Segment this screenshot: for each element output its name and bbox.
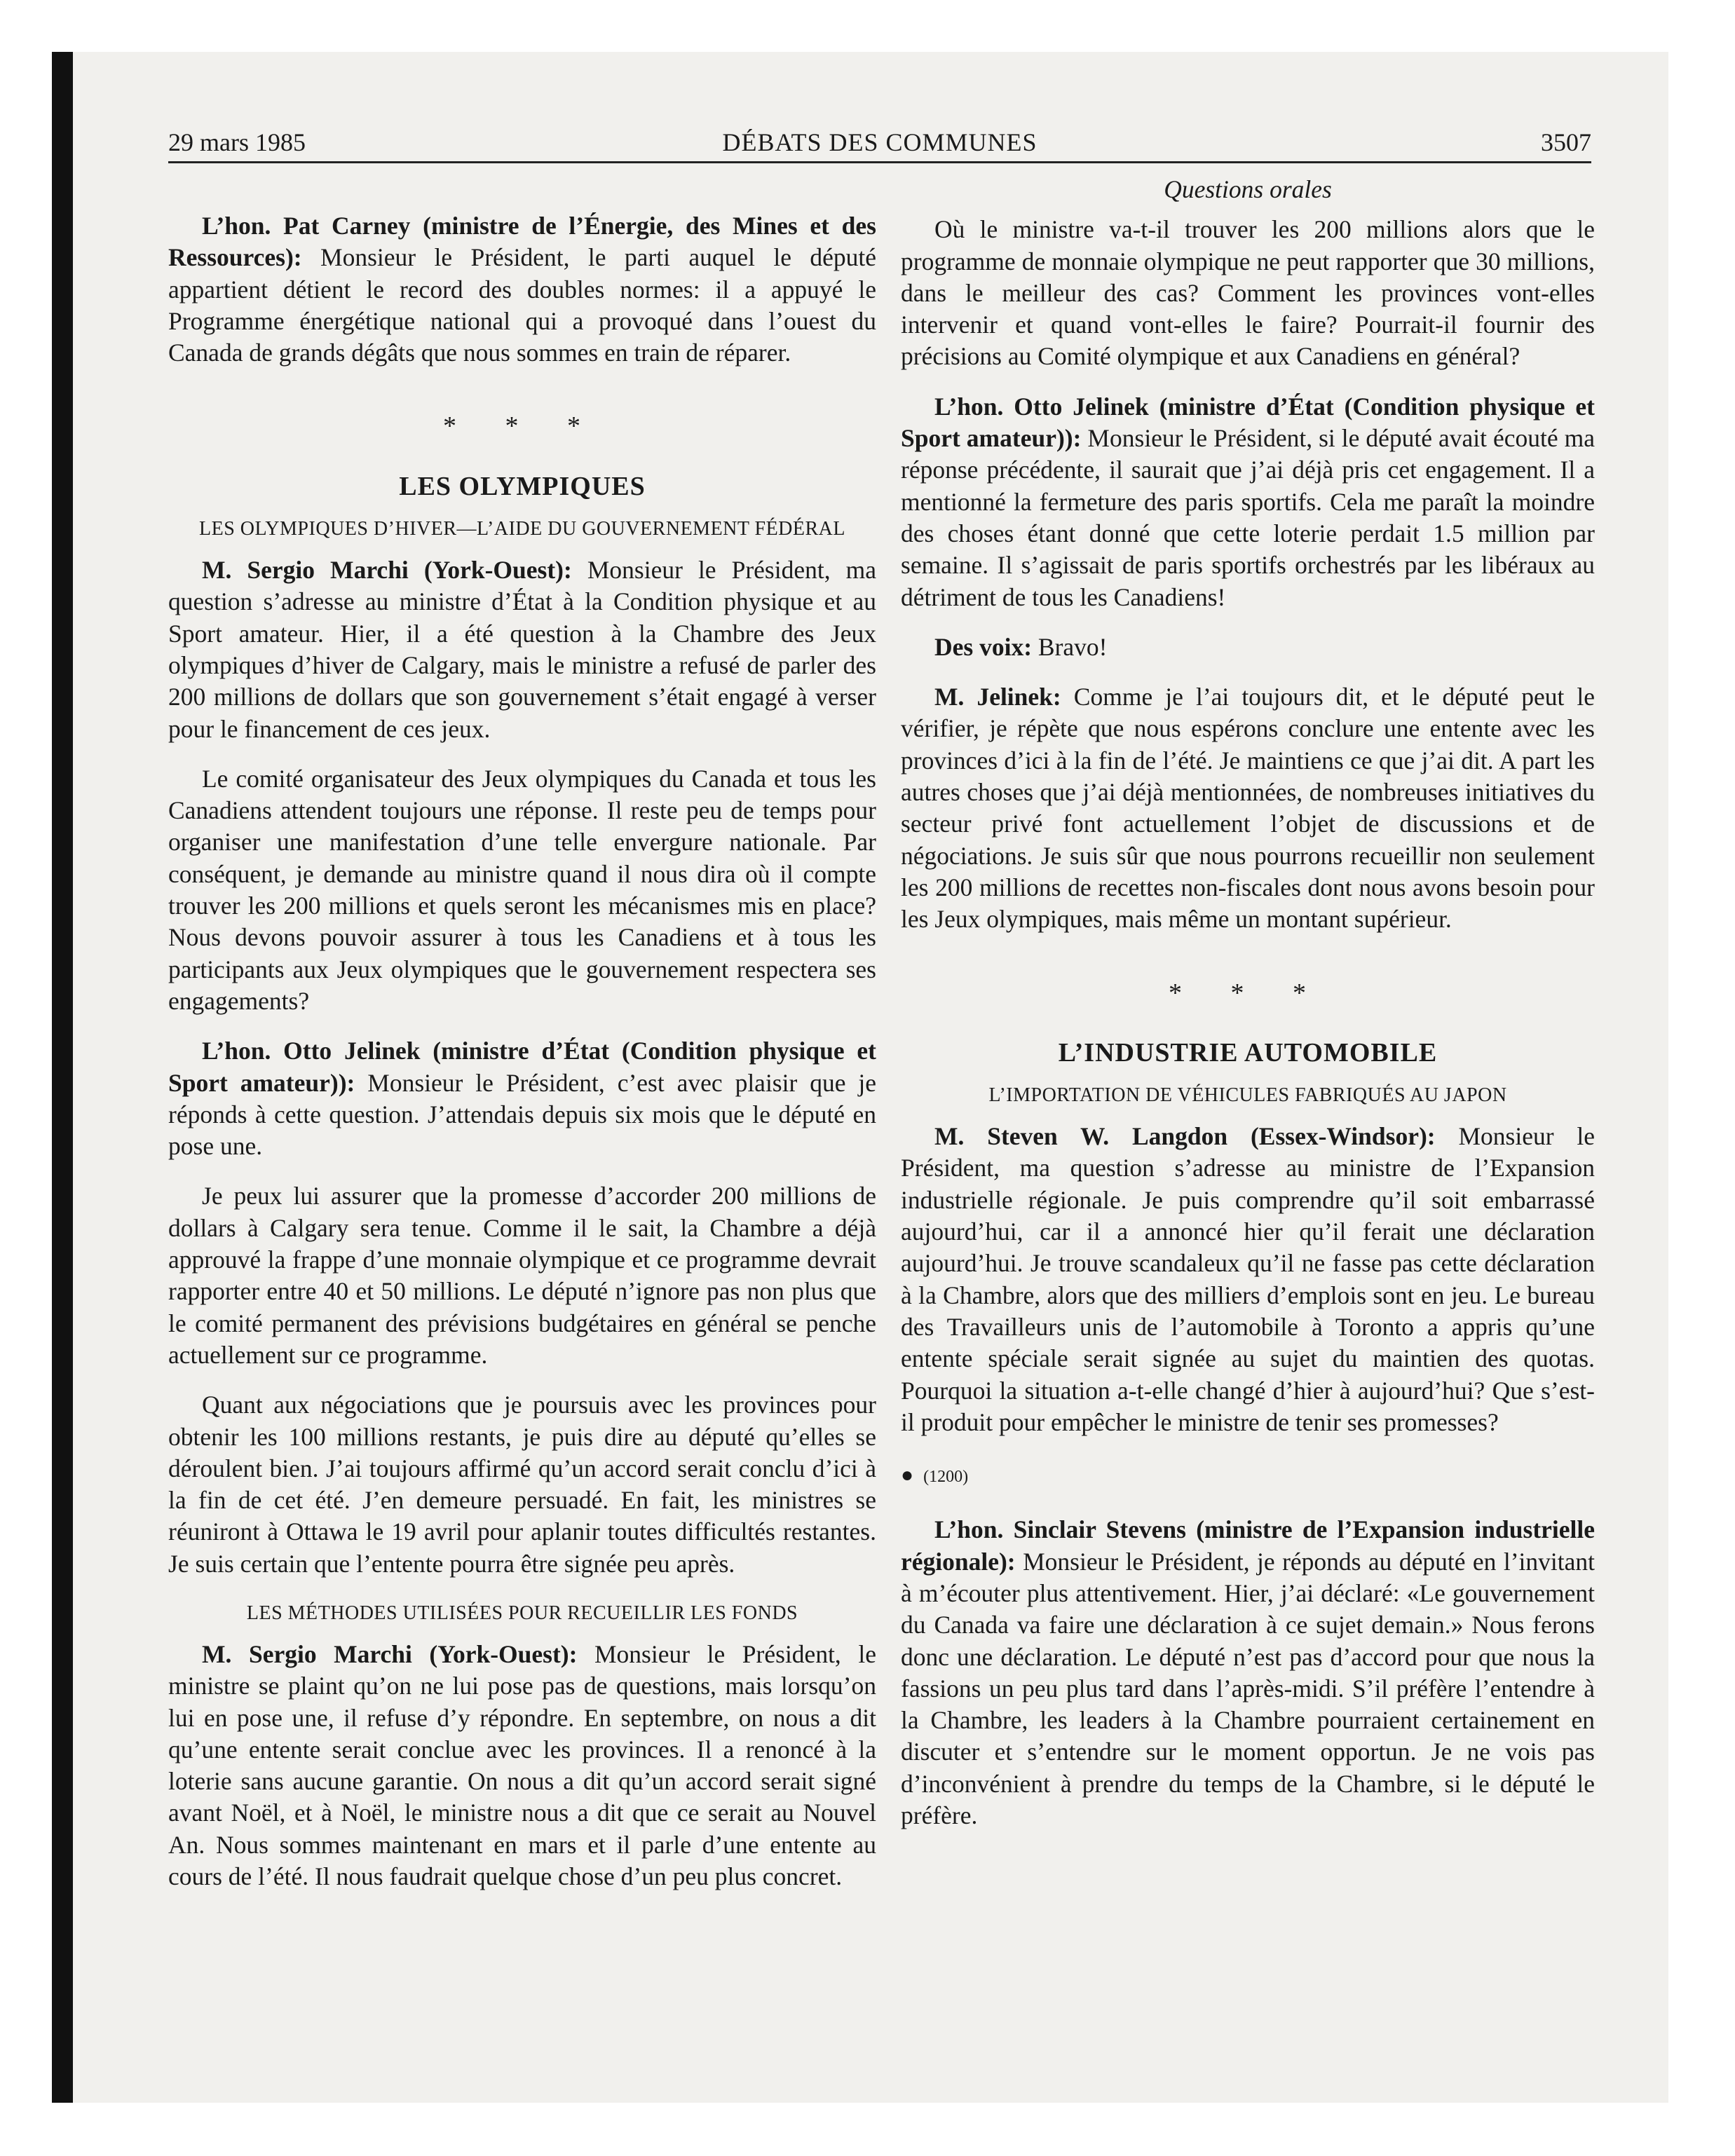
section-separator: * * * [1169, 978, 1327, 1008]
paragraph: L’hon. Pat Carney (ministre de l’Énergie, des Mines et des Ressources): Monsieur le Président, le parti auquel le député appartient détient le record des doubles normes: il a appuyé le Programme énergétique national qui a provoqué dans l’ouest du Canada de grands dégâts que nous sommes en train de réparer. [168, 212, 876, 367]
speaker: L’hon. Otto Jelinek (ministre d’État (Condition physique et Sport amateur)): [168, 1037, 876, 1097]
speaker: M. Steven W. Langdon (Essex-Windsor): [934, 1122, 1436, 1151]
section-title: LES OLYMPIQUES [399, 471, 646, 501]
paragraph: M. Jelinek: Comme je l’ai toujours dit, et le député peut le vérifier, je répète que nous espérons conclure une entente avec les provinces d’ici à la fin de l’été. Je maintiens ce que j’ai dit. A part les autres choses que j’ai déjà mentionnées, de nombreuses initiatives du secteur privé font actuellement l’objet de discussions et de négociations. Je suis sûr que nous pourrons recueillir non seulement les 200 millions de recettes non-fiscales dont nous avons besoin pour les Jeux olympiques, mais même un montant supérieur. [901, 683, 1595, 934]
section-subtitle: LES OLYMPIQUES D’HIVER—L’AIDE DU GOUVERNEMENT FÉDÉRAL [199, 518, 845, 540]
section-title: L’INDUSTRIE AUTOMOBILE [1058, 1037, 1438, 1067]
page-header [168, 119, 1591, 163]
paragraph: M. Sergio Marchi (York-Ouest): Monsieur le Président, ma question s’adresse au ministre d’État à la Condition physique et au Sport amateur. Hier, il a été question à la Chambre des Jeux olympiques d’hiver de Calgary, mais le ministre a refusé de parler des 200 millions de dollars que son gouvernement s’était engagé à verser pour le financement de ces jeux. [168, 556, 876, 743]
paragraph: L’hon. Otto Jelinek (ministre d’État (Condition physique et Sport amateur)): Monsieur le Président, si le député avait écouté ma réponse précédente, il saurait que j’ai déjà pris cet engagement. Il a mentionné la fermeture des paris sportifs. Cela me paraît la moindre des choses étant donné que cette loterie perdait 1.5 million par semaine. Il s’agissait de paris sportifs orchestrés par les libéraux au détriment de tous les Canadiens! [901, 392, 1595, 611]
paragraph: Le comité organisateur des Jeux olympiques du Canada et tous les Canadiens attendent toujours une réponse. Il reste peu de temps pour organiser une manifestation d’une telle envergure nationale. Par conséquent, je demande au ministre quand il nous dira où il compte trouver les 200 millions et quels seront les mécanismes mis en place? Nous devons pouvoir assurer à tous les Canadiens et à tous les participants aux Jeux olympiques que le gouvernement respectera ses engagements? [168, 764, 876, 1015]
speaker: M. Sergio Marchi (York-Ouest): [202, 1639, 578, 1668]
running-head: Questions orales [1164, 175, 1332, 203]
paragraph: L’hon. Sinclair Stevens (ministre de l’Expansion industrielle régionale): Monsieur le Président, je réponds au député en l’invitant à m’écouter plus attentivement. Hier, j’ai déclaré: «Le gouvernement du Canada va faire une déclaration à ce sujet demain.» Nous ferons donc une déclaration. Le député n’est pas d’accord pour que nous la fassions un peu plus tard dans l’après-midi. S’il préfère l’entendre à la Chambre, les leaders à la Chambre pourraient certainement en discuter et s’entendre sur le moment opportun. Je ne vois pas d’inconvénient à prendre du temps de la Chambre, si le député le préfère. [901, 1515, 1595, 1830]
speaker: Des voix: [934, 632, 1033, 661]
section-subtitle: LES MÉTHODES UTILISÉES POUR RECUEILLIR LES FONDS [246, 1602, 798, 1624]
time-stamp: (1200) [923, 1468, 969, 1487]
speaker: L’hon. Sinclair Stevens (ministre de l’Expansion industrielle régionale): [901, 1515, 1595, 1576]
header-page-number: 3507 [1541, 128, 1591, 156]
paragraph: L’hon. Otto Jelinek (ministre d’État (Condition physique et Sport amateur)): Monsieur le Président, c’est avec plaisir que je réponds à cette question. J’attendais depuis six mois que le député en pose une. [168, 1037, 877, 1161]
time-marker [901, 1459, 1595, 1493]
speaker: M. Sergio Marchi (York-Ouest): [202, 556, 572, 585]
speaker: L’hon. Otto Jelinek (ministre d’État (Condition physique et Sport amateur)): [901, 392, 1595, 453]
section-subtitle: L’IMPORTATION DE VÉHICULES FABRIQUÉS AU JAPON [988, 1084, 1507, 1107]
paragraph: Où le ministre va-t-il trouver les 200 millions alors que le programme de monnaie olympique ne peut rapporter que 30 millions, dans le meilleur des cas? Comment les provinces vont-elles intervenir et quand vont-elles le faire? Pourrait-il fournir des précisions au Comité olympique et aux Canadiens en général? [901, 215, 1595, 371]
right-column [901, 174, 1595, 1831]
paragraph: M. Sergio Marchi (York-Ouest): Monsieur le Président, le ministre se plaint qu’on ne lui pose pas de questions, mais lorsqu’on lui en pose une, il refuse d’y répondre. En septembre, on nous a dit qu’une entente serait conclue avec les provinces. Il a renoncé à la loterie sans aucune garantie. On nous a dit qu’un accord serait signé avant Noël, et à Noël, le ministre nous a dit que ce serait au Nouvel An. Nous sommes maintenant en mars et il parle d’une entente au cours de l’été. Il nous faudrait quelque chose d’un peu plus concret. [168, 1639, 876, 1891]
paragraph: Des voix: Bravo! [934, 632, 1108, 661]
section-separator: * * * [443, 411, 601, 442]
binding-edge [52, 52, 73, 2103]
paragraph: Quant aux négociations que je poursuis avec les provinces pour obtenir les 100 millions restants, je puis dire au député qu’elles se déroulent bien. J’ai toujours affirmé qu’un accord serait conclu d’ici à la fin de cet été. J’en demeure persuadé. En fait, les ministres se réuniront à Ottawa le 19 avril pour aplanir toutes difficultés restantes. Je suis certain que l’entente pourra être signée peu après. [168, 1391, 876, 1578]
paragraph: Je peux lui assurer que la promesse d’accorder 200 millions de dollars à Calgary sera tenue. Comme il le sait, la Chambre a déjà approuvé la frappe d’une monnaie olympique et ce programme devrait rapporter entre 40 et 50 millions. Le député n’ignore pas non plus que le comité permanent des prévisions budgétaires en général se penche actuellement sur ce programme. [168, 1182, 876, 1369]
speaker: M. Jelinek: [934, 683, 1061, 711]
header-title: DÉBATS DES COMMUNES [722, 128, 1037, 156]
left-column [168, 174, 876, 1892]
paragraph: M. Steven W. Langdon (Essex-Windsor): Monsieur le Président, ma question s’adresse au ministre de l’Expansion industrielle régionale. Je puis comprendre qu’il soit embarrassé aujourd’hui, car il a annoncé hier qu’il ferait une déclaration aujourd’hui. Je trouve scandaleux qu’il ne fasse pas cette déclaration à la Chambre, alors que des milliers d’emplois sont en jeu. Le bureau des Travailleurs unis de l’automobile à Toronto a appris qu’une entente spéciale serait signée au sujet du maintien des quotas. Pourquoi la situation a-t-elle changé d’hier à aujourd’hui? Que s’est-il produit pour empêcher le ministre de tenir ses promesses? [901, 1122, 1595, 1436]
speaker: L’hon. Pat Carney (ministre de l’Énergie, des Mines et des Ressources): [168, 212, 876, 272]
header-date: 29 mars 1985 [168, 128, 306, 156]
bullet-icon: ● [901, 1464, 914, 1487]
